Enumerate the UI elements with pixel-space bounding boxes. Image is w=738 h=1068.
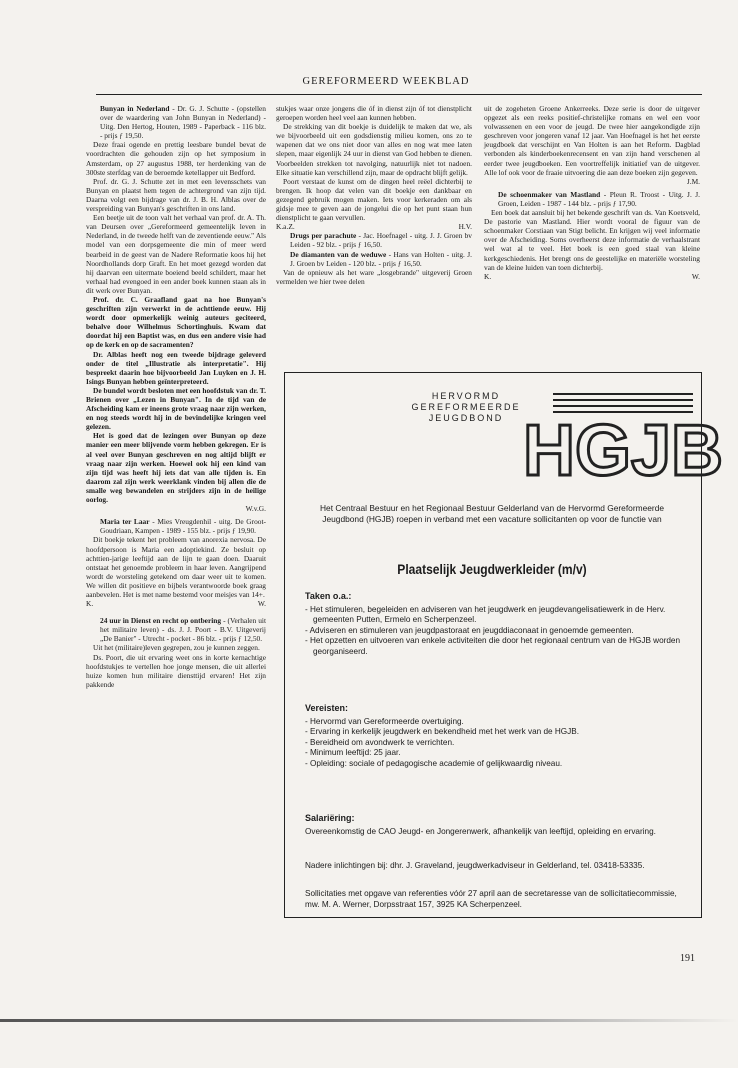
signature-text: J.M. (686, 176, 700, 186)
signature-text: K. (86, 599, 94, 609)
section-heading: Taken o.a.: (305, 591, 352, 601)
header-rule (96, 94, 702, 95)
review-header-diamanten (276, 250, 472, 268)
list-item: - Het opzetten en uitvoeren van enkele activiteiten die door het regionaal centrum van de HGJB worden georganiseerd. (305, 636, 685, 657)
logo-wordmark (391, 391, 541, 424)
review-meta: - (Verhalen uit het militaire leven) - ds. J. J. Poort - B.V. Uitgeverij „De Banier" - Utrecht - pocket - 86 blz. - prijs ƒ 12,50. (100, 616, 267, 644)
list-item: - Ervaring in kerkelijk jeugdwerk en bekendheid met het werk van de HGJB. (305, 727, 685, 738)
list-item: - Adviseren en stimuleren van jeugdpastoraat en jeugddiaconaat in genoemde gemeenten. (305, 626, 685, 637)
signature (484, 272, 700, 281)
logo-line: GEREFORMEERDE (411, 402, 521, 412)
logo-letters: HGJB (522, 411, 724, 491)
list-item: - Opleiding: sociale of pedagogische academie of gelijkwaardig niveau. (305, 759, 685, 770)
paragraph: uit de zogeheten Groene Ankerreeks. Deze serie is door de uitgever opgezet als een reeks positief-christelijke romans en wel een voor volwassenen en een voor de jeugd. De twee hier aangekondigde zijn geschreven voor jongeren vanaf 12 jaar. Van Hoefnagel is het het eerste jeugdboek dat verschijnt en Van Holten is aan het Reform. Dagblad verbonden als kinderboekenrecensent en van zijn hand verschenen al eerder twee jeugdboeken. Een voortreffelijk initiatief van de uitgever. Alle lof ook voor de fraaie uitvoering die aan deze boeken zijn gegeven. (484, 104, 700, 177)
review-meta: - Mies Vreugdenhil - uitg. De Groot-Goudriaan, Kampen - 1989 - 155 blz. - prijs ƒ 19,90. (100, 517, 266, 536)
signature (276, 222, 472, 231)
scan-edge (0, 1019, 738, 1022)
paragraph: Van de opnieuw als het ware „losgebrande" uitgeverij Groen vermelden we hier twee delen (276, 267, 472, 286)
logo-stripes (553, 393, 693, 413)
salary-text: Overeenkomstig de CAO Jeugd- en Jongerenwerk, afhankelijk van leeftijd, opleiding en ervaring. (305, 826, 656, 836)
list-item: - Minimum leeftijd: 25 jaar. (305, 748, 685, 759)
signature-text: K.a.Z. (276, 222, 295, 232)
list-item: - Hervormd van Gereformeerde overtuiging. (305, 717, 685, 728)
column-1 (86, 104, 266, 689)
review-title: 24 uur in Dienst en recht op ontbering (100, 616, 222, 626)
review-header-bunyan (86, 104, 266, 140)
column-3 (484, 104, 700, 281)
signature (86, 599, 266, 608)
review-header-maria (86, 517, 266, 535)
list-item: - Bereidheid om avondwerk te verrichten. (305, 738, 685, 749)
paragraph: stukjes waar onze jongens die óf in dienst zijn óf tot dienstplicht geroepen worden heel veel aan kunnen hebben. (276, 104, 472, 123)
paragraph: Ds. Poort, die uit ervaring weet ons in korte kernachtige hoofdstukjes te vertellen hoe jonge mensen, die uit allerlei huize komen hun militaire diensttijd ervaren! Het zijn pakkende (86, 652, 266, 689)
review-meta: - Hans van Holten - uitg. J. J. Groen bv Leiden - 120 blz. - prijs ƒ 16,50. (290, 249, 472, 268)
review-title: Bunyan in Nederland (100, 104, 170, 113)
info-text (305, 861, 679, 872)
paragraph: Een boek dat aansluit bij het bekende geschrift van ds. Van Koetsveld, De pastorie van Mastland. Hier wordt vooral de figuur van de schoenmaker Corstiaan van Stigt belicht. En krijgen wij veel informatie over de Afscheiding. Soms overheerst deze informatie de verhaalstrant wel wat al te veel. Het boek is een goed staal van kleine kerkgeschiedenis. Het brengt ons de geestelijke en materiële worsteling van de kleine luiden van toen dichterbij. (484, 208, 700, 272)
info-paragraph: Nadere inlichtingen bij: dhr. J. Graveland, jeugdwerkadviseur in Gelderland, tel. 03418-53335. (305, 861, 645, 870)
ad-intro: Het Centraal Bestuur en het Regionaal Bestuur Gelderland van de Hervormd Gereformeerde Jeugdbond (HGJB) roepen in verband met een vacature sollicitanten op voor de functie van (319, 503, 665, 524)
logo-line: HERVORMD (431, 391, 501, 401)
job-title: Plaatselijk Jeugdwerkleider (m/v) (397, 561, 587, 577)
paragraph: Dr. Alblas heeft nog een tweede bijdrage geleverd onder de titel „Illustratie als interpretatie". Hij bespreekt daarin hoe bijvoorbeeld Jan Luyken en J. H. Isings Bunyan hebben geïnterpreteerd. (86, 349, 266, 386)
paragraph: Prof. dr. C. Graafland gaat na hoe Bunyan's geschriften zijn verwerkt in de achttiende eeuw. Hij wordt door opmerkelijk weinig auteurs geciteerd, behalve door Wilhelmus Schortinghuis. Kwam dat doordat hij een Baptist was, en dus een andere visie had op de kerk en op de sacramenten? (86, 294, 266, 350)
apply-paragraph: Sollicitaties met opgave van referenties vóór 27 april aan de secretaresse van de sollicitatiecommissie, mw. M. A. Werner, Dorpsstraat 157, 3925 KA Scherpenzeel. (305, 889, 677, 909)
column-2 (276, 104, 472, 286)
paragraph: De strekking van dit boekje is duidelijk te maken dat we, als we bijvoorbeeld uit een godsdienstig milieu komen, ons zo te wapenen dat we ons niet door van alles en nog wat mee laten slepen, maar eigenlijk 24 uur in dienst van God hebben te dienen. Voorbeelden strekken tot navolging, natuurlijk niet tot nadoen. Elke situatie kan verschillend zijn, maar de opdracht blijft gelijk. (276, 122, 472, 177)
review-title: Drugs per parachute (290, 231, 357, 241)
paragraph: Het is goed dat de lezingen over Bunyan op deze manier een meer blijvende vorm hebben gekregen. Er is al veel over Bunyan geschreven en nog altijd blijft er vraag naar zijn werken. Hoewel ook hij een kind van zijn tijd was heeft hij iets dat van alle tijden is. En daarom zal zijn werk weerklank vinden bij allen die de smalle weg bewandelen en strijders zijn in de heilige oorlog. (86, 431, 266, 505)
review-title: De schoenmaker van Mastland (498, 189, 601, 199)
paragraph: Prof. dr. G. J. Schutte zet in met een levensschets van Bunyan en plaatst hem tegen de achtergrond van zijn tijd. Daarna volgt een bijdrage van dr. J. B. H. Alblas over de verspreiding van Bunyan's geschriften in ons land. (86, 176, 266, 214)
paragraph: De bundel wordt besloten met een hoofdstuk van dr. T. Brienen over „Lezen in Bunyan". In de tijd van de Afscheiding kam er ineens grote vraag naar zijn werken, en nog steeds wordt hij in de bevindelijke kringen veel gelezen. (86, 385, 266, 432)
paragraph: Poort verstaat de kunst om de dingen heel reëel dichterbij te brengen. Ik hoop dat velen van dit boekje een dankbaar en gezegend gebruik mogen maken. Iets voor kerkeraden om als gidsje mee te geven aan de jongelui die op het punt staan hun dienstplicht te gaan vervullen. (276, 176, 472, 223)
logo-line: JEUGDBOND (428, 413, 504, 423)
section-heading: Salariëring: (305, 813, 355, 823)
review-header-24uur (86, 616, 266, 643)
review-meta: - Dr. G. J. Schutte - (opstellen over de waardering van John Bunyan in Nederland) - Uitg. Den Hertog, Houten, 1989 - Paperback - 116 blz. - prijs ƒ 19,50. (100, 104, 266, 141)
review-header-schoenmaker (484, 190, 700, 208)
paragraph: Een beetje uit de toon valt het verhaal van prof. dr. A. Th. van Deursen over „Gereformeerd gemeentelijk leven in Nederland, in de tweede helft van de zeventiende eeuw." Als model van een dorpsgemeente die min of meer werd bearbeid in de geest van de Nadere Reformatie koos hij het Noordhollands dorp Graft. En het moet gezegd worden dat hij daarvan een uitermate boeiend beeld schildert, maar het verhaal had evengoed in een ander boek kunnen staan als in dit werk over Bunyan. (86, 213, 266, 295)
tasks-section (305, 591, 685, 658)
requirements-list (305, 717, 685, 770)
list-item: - Het stimuleren, begeleiden en adviseren van het jeugdwerk en jeugdevangelisatiewerk in de Herv. gemeenten Putten, Ermelo en Scherpenzeel. (305, 605, 685, 626)
page-header: GEREFORMEERD WEEKBLAD (302, 76, 470, 87)
paragraph: Uit het (militaire)leven gegrepen, zou je kunnen zeggen. (93, 643, 260, 653)
signature (86, 504, 266, 513)
review-meta: - Jac. Hoefnagel - uitg. J. J. Groen bv Leiden - 92 blz. - prijs ƒ 16,50. (290, 231, 472, 250)
signature-text: W.v.G. (245, 504, 266, 514)
section-heading: Vereisten: (305, 703, 349, 713)
signature-text: W. (691, 271, 700, 281)
salary-section (305, 813, 685, 837)
review-header-drugs (276, 231, 472, 249)
signature-text: K. (484, 271, 492, 281)
requirements-section (305, 703, 685, 770)
review-title: De diamanten van de weduwe (290, 249, 387, 259)
job-advertisement (284, 372, 724, 918)
signature-text: H.V. (458, 222, 472, 232)
hgjb-logo (522, 389, 724, 491)
signature (484, 177, 700, 186)
tasks-list (305, 605, 685, 658)
signature-text: W. (257, 599, 266, 609)
apply-text (305, 889, 679, 910)
paragraph: Dit boekje tekent het probleem van anorexia nervosa. De hoofdpersoon is Maria een adoptiekind. Ze besluit op achttien-jarige leeftijd aan de lijn te gaan doen. Daaruit ontstaat het genoemde probleem in haar leven. Aangrijpend wordt de worsteling getekend om daar weer uit te komen. We willen dit positieve en bijbels verantwoorde boek graag aanbevelen. Het is met name bestemd voor meisjes van 14+. (86, 535, 266, 599)
review-title: Maria ter Laar (100, 517, 150, 527)
review-meta: - Pleun R. Troost - Uitg. J. J. Groen, Leiden - 1987 - 144 blz. - prijs ƒ 17,90. (498, 189, 700, 208)
paragraph: Deze fraai ogende en prettig leesbare bundel bevat de voordrachten die gehouden zijn op het symposium in Amsterdam, op 27 augustus 1988, ter herdenking van de 300ste sterfdag van de beroemde ketellapper uit Bedford. (86, 140, 266, 177)
page-number: 191 (680, 953, 695, 964)
